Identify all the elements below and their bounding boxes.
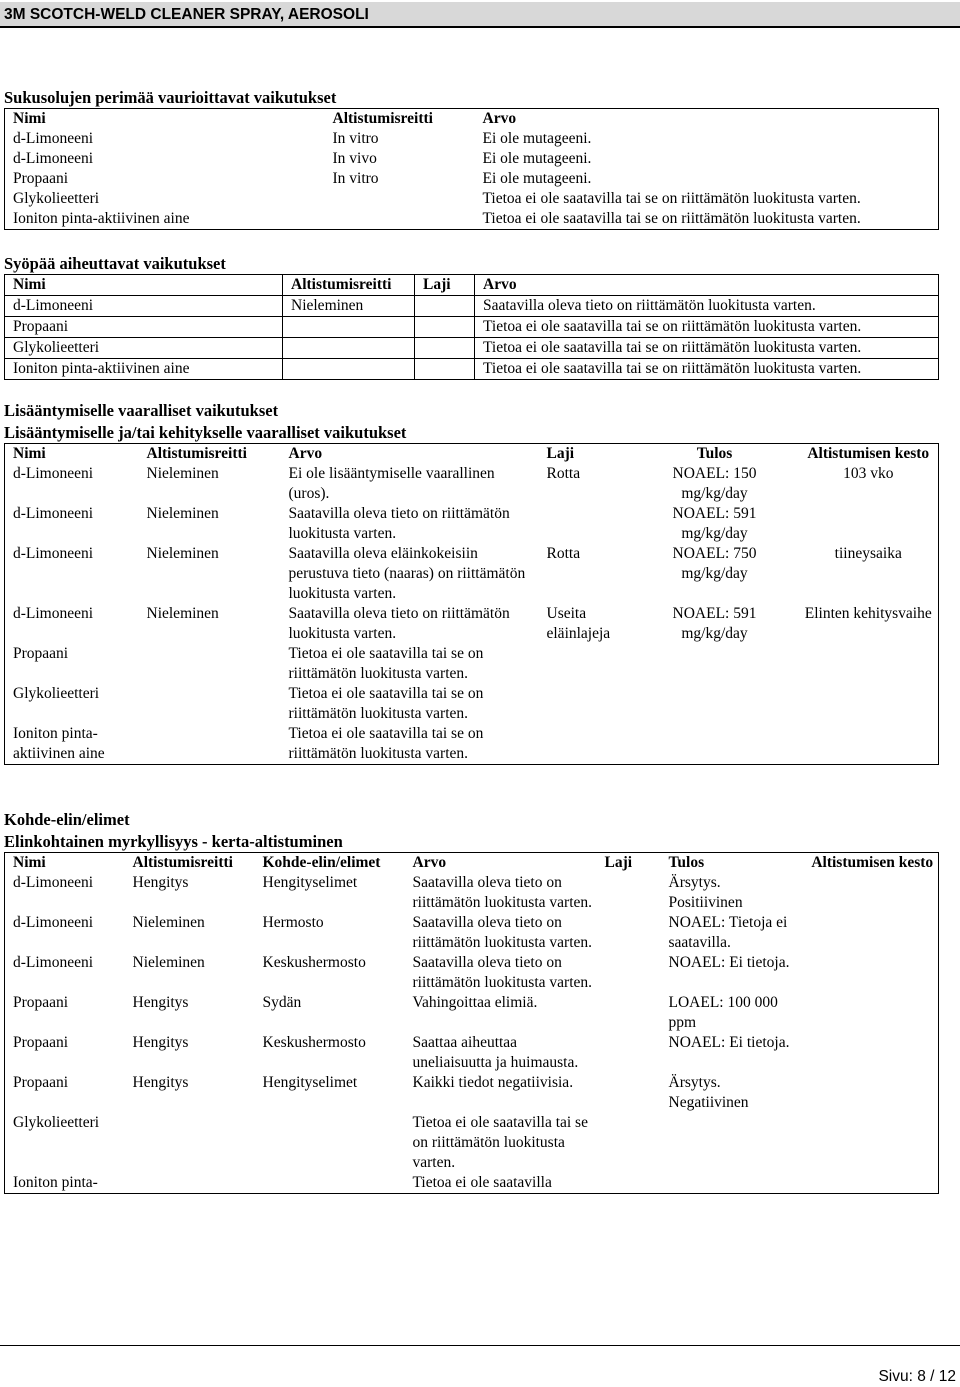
table-cell: Ärsytys. Positiivinen: [668, 874, 743, 911]
table-header-row: [5, 444, 939, 465]
table-cell: Ioniton pinta-: [13, 1174, 98, 1191]
column-header: Altistumisen kesto: [811, 854, 934, 871]
table-cell: In vivo: [332, 150, 377, 167]
table-cell: NOAEL: 591 mg/kg/day: [672, 605, 757, 642]
table-cell: Hengityselimet: [262, 1074, 358, 1091]
table-cell: [539, 684, 631, 724]
footer-divider: [0, 1345, 960, 1346]
table-cell: Tietoa ei ole saatavilla tai se on riittämätön luokitusta varten.: [288, 645, 484, 682]
column-header: Laji: [415, 275, 475, 296]
column-header: Laji: [546, 445, 575, 462]
table-row: [5, 1033, 939, 1073]
table-row: [5, 604, 939, 644]
table-cell: 103 vko: [843, 465, 894, 482]
table-cell: [597, 1033, 661, 1073]
table-cell: [255, 1173, 405, 1194]
table-cell: NOAEL: 750 mg/kg/day: [672, 545, 757, 582]
table-cell: [791, 644, 939, 684]
table-row: [5, 169, 939, 189]
section-subtitle-reproductive: Lisääntymiselle ja/tai kehitykselle vaaralliset vaikutukset: [4, 423, 407, 442]
table-cell: Saatavilla oleva tieto on riittämätön luokitusta varten.: [475, 296, 939, 317]
table-cell: [539, 724, 631, 765]
table-cell: Useita eläinlajeja: [546, 605, 611, 642]
table-row: [5, 544, 939, 604]
table-cell: Saatavilla oleva tieto on riittämätön luokitusta varten.: [288, 505, 510, 542]
table-cell: Vahingoittaa elimiä.: [412, 994, 538, 1011]
table-cell: Tietoa ei ole saatavilla: [412, 1174, 552, 1191]
table-row: [5, 129, 939, 149]
table-cell: Glykolieetteri: [5, 338, 283, 359]
table-cell: [799, 1073, 939, 1113]
table-cell: [661, 1173, 799, 1194]
table-cell: [597, 1173, 661, 1194]
table-row: [5, 149, 939, 169]
table-cell: Propaani: [13, 994, 69, 1011]
table-cell: [139, 724, 281, 765]
table-cell: d-Limoneeni: [13, 465, 94, 482]
table-cell: [415, 338, 475, 359]
table-row: [5, 913, 939, 953]
table-cell: [799, 913, 939, 953]
table-cell: d-Limoneeni: [13, 914, 94, 931]
table-cell: d-Limoneeni: [13, 150, 94, 167]
table-cell: Ei ole mutageeni.: [482, 150, 592, 167]
table-cell: [799, 953, 939, 993]
table-cell: In vitro: [332, 170, 379, 187]
table-cell: Keskushermosto: [262, 954, 366, 971]
table-row: [5, 1073, 939, 1113]
table-cell: [631, 644, 791, 684]
reproductive-table: [4, 443, 939, 765]
table-cell: Rotta: [546, 465, 581, 482]
table-cell: [283, 317, 415, 338]
column-header: Altistumisreitti: [332, 110, 433, 127]
table-cell: Tietoa ei ole saatavilla tai se on riittämätön luokitusta varten.: [482, 190, 861, 207]
column-header: Arvo: [288, 445, 323, 462]
table-cell: [597, 873, 661, 913]
table-cell: d-Limoneeni: [13, 954, 94, 971]
table-cell: Glykolieetteri: [13, 1114, 100, 1131]
table-row: [5, 189, 939, 209]
table-cell: [631, 684, 791, 724]
table-cell: Saatavilla oleva tieto on riittämätön luokitusta varten.: [412, 914, 592, 951]
carcinogenicity-table: [4, 274, 939, 380]
column-header: Nimi: [13, 854, 46, 871]
table-cell: Hermosto: [262, 914, 324, 931]
table-row: [5, 684, 939, 724]
table-cell: Saatavilla oleva eläinkokeisiin perustuva tieto (naaras) on riittämätön luokitusta varten.: [288, 545, 526, 602]
section-title-target-organ: Kohde-elin/elimet: [4, 810, 130, 829]
table-row: [5, 724, 939, 765]
table-row: [5, 873, 939, 913]
table-cell: Hengitys: [132, 1034, 189, 1051]
table-cell: Sydän: [262, 994, 302, 1011]
table-cell: Glykolieetteri: [13, 685, 100, 702]
table-cell: Tietoa ei ole saatavilla tai se on riittämätön luokitusta varten.: [288, 725, 484, 762]
table-cell: Hengitys: [132, 1074, 189, 1091]
table-row: [5, 953, 939, 993]
table-row: [5, 296, 939, 317]
table-cell: [283, 338, 415, 359]
table-cell: Hengitys: [132, 994, 189, 1011]
table-cell: Propaani: [13, 645, 69, 662]
table-row: [5, 209, 939, 230]
table-cell: Saatavilla oleva tieto on riittämätön luokitusta varten.: [288, 605, 510, 642]
table-cell: d-Limoneeni: [5, 296, 283, 317]
column-header: Nimi: [13, 110, 46, 127]
table-cell: [139, 644, 281, 684]
column-header: Arvo: [475, 275, 939, 296]
column-header: Arvo: [482, 110, 517, 127]
table-cell: [597, 1073, 661, 1113]
table-cell: Nieleminen: [132, 914, 205, 931]
column-header: Arvo: [412, 854, 447, 871]
table-cell: [597, 913, 661, 953]
table-cell: [791, 684, 939, 724]
table-cell: Tietoa ei ole saatavilla tai se on riittämätön luokitusta varten.: [288, 685, 484, 722]
table-cell: Ioniton pinta-aktiivinen aine: [13, 725, 105, 762]
table-cell: NOAEL: 150 mg/kg/day: [672, 465, 757, 502]
page-number: Sivu: 8 / 12: [878, 1368, 956, 1385]
table-cell: Nieleminen: [146, 605, 219, 622]
table-cell: [799, 1173, 939, 1194]
table-cell: Ioniton pinta-aktiivinen aine: [13, 210, 190, 227]
table-cell: Kaikki tiedot negatiivisia.: [412, 1074, 574, 1091]
table-cell: Tietoa ei ole saatavilla tai se on riittämätön luokitusta varten.: [475, 338, 939, 359]
table-cell: Glykolieetteri: [13, 190, 100, 207]
table-cell: tiineysaika: [834, 545, 902, 562]
section-title-carcinogenicity: Syöpää aiheuttavat vaikutukset: [4, 254, 226, 273]
table-cell: Nieleminen: [146, 505, 219, 522]
table-cell: [597, 1113, 661, 1173]
table-header-row: [5, 109, 939, 130]
table-cell: Saatavilla oleva tieto on riittämätön luokitusta varten.: [412, 954, 592, 991]
table-cell: [799, 993, 939, 1033]
table-cell: [597, 953, 661, 993]
table-cell: [791, 504, 939, 544]
column-header: Tulos: [696, 445, 733, 462]
table-cell: Nieleminen: [146, 545, 219, 562]
table-cell: Tietoa ei ole saatavilla tai se on riittämätön luokitusta varten.: [412, 1114, 588, 1171]
table-cell: [125, 1173, 255, 1194]
table-row: [5, 1173, 939, 1194]
column-header: Kohde-elin/elimet: [262, 854, 381, 871]
column-header: Altistumisreitti: [132, 854, 233, 871]
table-cell: Saattaa aiheuttaa uneliaisuutta ja huimausta.: [412, 1034, 579, 1071]
table-row: [5, 464, 939, 504]
table-cell: [661, 1113, 799, 1173]
table-cell: [125, 1113, 255, 1173]
table-cell: Propaani: [13, 1074, 69, 1091]
table-cell: Ei ole mutageeni.: [482, 170, 592, 187]
table-cell: [139, 684, 281, 724]
table-cell: [415, 359, 475, 380]
table-cell: Keskushermosto: [262, 1034, 366, 1051]
table-cell: NOAEL: Ei tietoja.: [668, 954, 790, 971]
table-cell: [799, 1113, 939, 1173]
table-cell: d-Limoneeni: [13, 605, 94, 622]
table-cell: Rotta: [546, 545, 581, 562]
table-cell: NOAEL: Tietoja ei saatavilla.: [668, 914, 788, 951]
table-cell: [539, 504, 631, 544]
table-cell: Tietoa ei ole saatavilla tai se on riittämätön luokitusta varten.: [482, 210, 861, 227]
mutagenicity-table: [4, 108, 939, 230]
table-header-row: [5, 853, 939, 874]
column-header: Laji: [604, 854, 633, 871]
table-cell: Ioniton pinta-aktiivinen aine: [5, 359, 283, 380]
table-row: [5, 317, 939, 338]
column-header: Altistumisreitti: [283, 275, 415, 296]
table-cell: [283, 359, 415, 380]
table-cell: Ei ole lisääntymiselle vaarallinen (uros).: [288, 465, 495, 502]
table-cell: Hengityselimet: [262, 874, 358, 891]
table-cell: Nieleminen: [146, 465, 219, 482]
table-cell: d-Limoneeni: [13, 874, 94, 891]
table-header-row: [5, 275, 939, 296]
column-header: Tulos: [668, 854, 705, 871]
section-title-reproductive: Lisääntymiselle vaaralliset vaikutukset: [4, 401, 279, 420]
table-row: [5, 359, 939, 380]
section-subtitle-target-organ: Elinkohtainen myrkyllisyys - kerta-altistuminen: [4, 832, 343, 851]
table-cell: [799, 1033, 939, 1073]
table-cell: Tietoa ei ole saatavilla tai se on riittämätön luokitusta varten.: [475, 359, 939, 380]
table-cell: [799, 873, 939, 913]
table-cell: Elinten kehitysvaihe: [804, 605, 932, 622]
table-cell: Propaani: [13, 1034, 69, 1051]
target-organ-table: [4, 852, 939, 1194]
table-cell: Nieleminen: [283, 296, 415, 317]
table-cell: Nieleminen: [132, 954, 205, 971]
column-header: Nimi: [13, 445, 46, 462]
table-cell: [255, 1113, 405, 1173]
table-cell: Propaani: [5, 317, 283, 338]
table-row: [5, 1113, 939, 1173]
table-cell: d-Limoneeni: [13, 505, 94, 522]
table-cell: Tietoa ei ole saatavilla tai se on riittämätön luokitusta varten.: [475, 317, 939, 338]
table-cell: Ärsytys. Negatiivinen: [668, 1074, 749, 1111]
table-cell: Saatavilla oleva tieto on riittämätön luokitusta varten.: [412, 874, 592, 911]
table-cell: In vitro: [332, 130, 379, 147]
table-cell: [539, 644, 631, 684]
table-cell: Ei ole mutageeni.: [482, 130, 592, 147]
table-cell: d-Limoneeni: [13, 130, 94, 147]
table-row: [5, 338, 939, 359]
table-cell: NOAEL: 591 mg/kg/day: [672, 505, 757, 542]
table-cell: [415, 317, 475, 338]
section-title-mutagenicity: Sukusolujen perimää vaurioittavat vaikutukset: [4, 88, 337, 107]
table-cell: NOAEL: Ei tietoja.: [668, 1034, 790, 1051]
table-cell: [325, 189, 475, 209]
table-cell: [415, 296, 475, 317]
table-cell: Hengitys: [132, 874, 189, 891]
table-cell: [325, 209, 475, 230]
document-header: 3M SCOTCH-WELD CLEANER SPRAY, AEROSOLI: [0, 2, 960, 28]
table-cell: [631, 724, 791, 765]
table-cell: [791, 724, 939, 765]
column-header: Altistumisen kesto: [807, 445, 930, 462]
table-row: [5, 644, 939, 684]
column-header: Altistumisreitti: [146, 445, 247, 462]
table-cell: Propaani: [13, 170, 69, 187]
table-cell: d-Limoneeni: [13, 545, 94, 562]
table-row: [5, 504, 939, 544]
table-row: [5, 993, 939, 1033]
table-cell: [597, 993, 661, 1033]
table-cell: LOAEL: 100 000 ppm: [668, 994, 778, 1031]
column-header: Nimi: [5, 275, 283, 296]
